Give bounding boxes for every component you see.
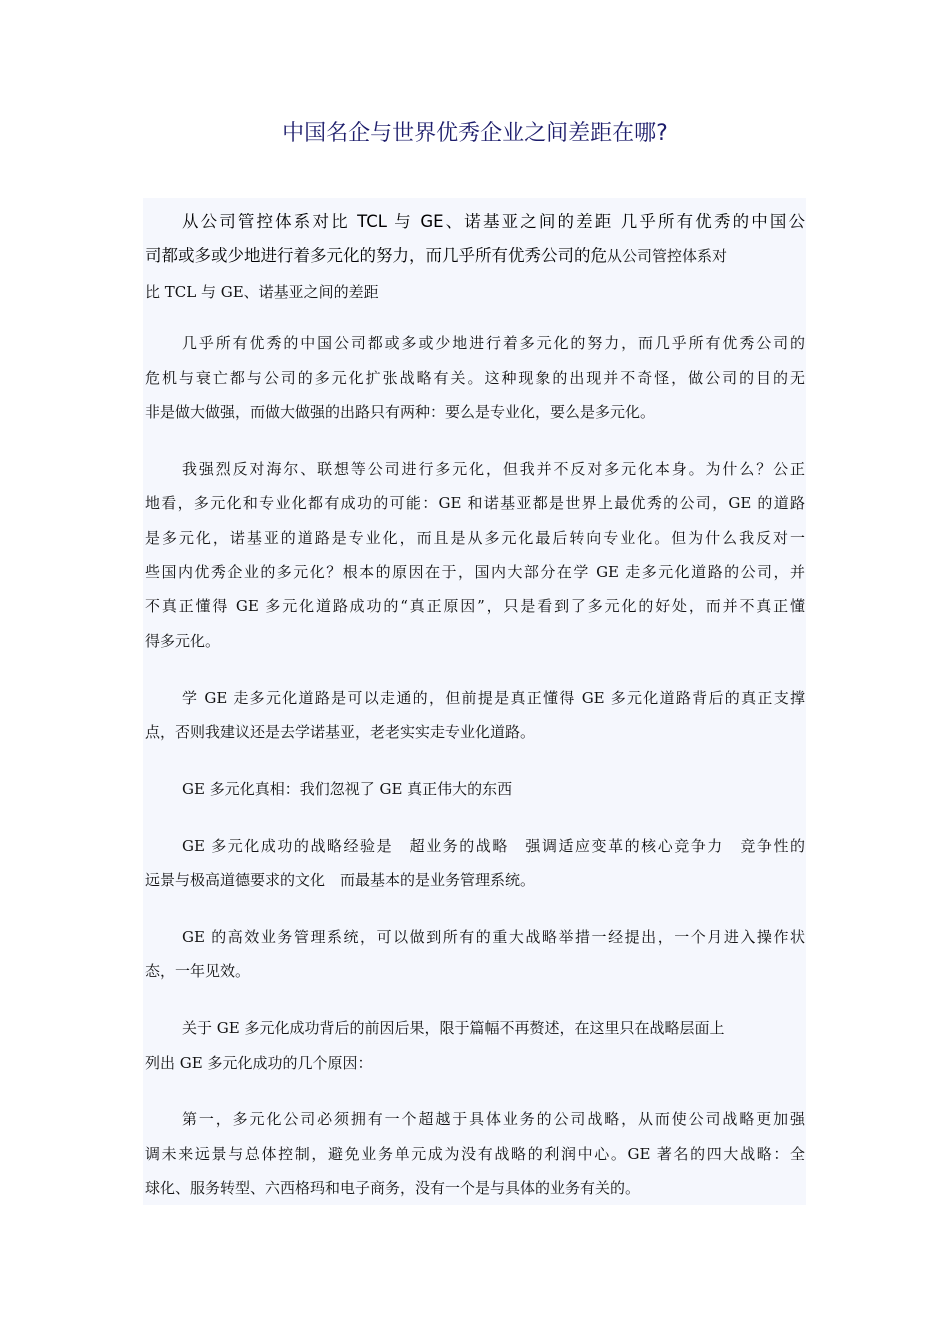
paragraph-line: 地看，多元化和专业化都有成功的可能：GE 和诺基亚都是世界上最优秀的公司，GE 的道路 <box>145 494 805 512</box>
paragraph-line: 列出 GE 多元化成功的几个原因： <box>145 1054 373 1072</box>
paragraph-line: 第一，多元化公司必须拥有一个超越于具体业务的公司战略，从而使公司战略更加强 <box>182 1110 805 1128</box>
paragraph-line: 调未来远景与总体控制，避免业务单元成为没有战略的利润中心。GE 著名的四大战略：全 <box>145 1145 805 1163</box>
paragraph-line: 些国内优秀企业的多元化？根本的原因在于，国内大部分在学 GE 走多元化道路的公司，并 <box>145 563 805 581</box>
paragraph-line: 我强烈反对海尔、联想等公司进行多元化，但我并不反对多元化本身。为什么？公正 <box>182 460 805 478</box>
paragraph-line: 学 GE 走多元化道路是可以走通的，但前提是真正懂得 GE 多元化道路背后的真正支撑 <box>182 689 805 707</box>
paragraph-line: 非是做大做强，而做大做强的出路只有两种：要么是专业化，要么是多元化。 <box>145 403 656 421</box>
paragraph-line: 球化、服务转型、六西格玛和电子商务，没有一个是与具体的业务有关的。 <box>145 1179 641 1197</box>
intro-line <box>145 245 805 267</box>
section-heading: GE 多元化真相：我们忽视了 GE 真正伟大的东西 <box>182 780 513 798</box>
paragraph-line: 点，否则我建议还是去学诺基亚，老老实实走专业化道路。 <box>145 723 536 741</box>
intro-line: 比 TCL 与 GE、诺基亚之间的差距 <box>145 283 379 301</box>
intro-tail-text: 从公司管控体系对 <box>607 247 728 265</box>
paragraph-line: 远景与极高道德要求的文化 而最基本的是业务管理系统。 <box>145 871 536 889</box>
page-title: 中国名企与世界优秀企业之间差距在哪? <box>282 121 668 146</box>
intro-line: 从公司管控体系对比 TCL 与 GE、诺基亚之间的差距 几乎所有优秀的中国公 <box>182 212 805 231</box>
intro-bold-text: 司都或多或少地进行着多元化的努力，而几乎所有优秀公司的危 <box>145 246 607 265</box>
paragraph-line: 关于 GE 多元化成功背后的前因后果，限于篇幅不再赘述，在这里只在战略层面上 <box>182 1019 725 1037</box>
paragraph-line: 态，一年见效。 <box>145 962 251 980</box>
paragraph-line: 危机与衰亡都与公司的多元化扩张战略有关。这种现象的出现并不奇怪，做公司的目的无 <box>145 369 805 387</box>
paragraph-line: GE 多元化成功的战略经验是 超业务的战略 强调适应变革的核心竞争力 竞争性的 <box>182 837 805 855</box>
paragraph-line: 是多元化，诺基亚的道路是专业化，而且是从多元化最后转向专业化。但为什么我反对一 <box>145 529 805 547</box>
paragraph-line: 不真正懂得 GE 多元化道路成功的“真正原因”，只是看到了多元化的好处，而并不真正懂 <box>145 597 805 615</box>
paragraph-line: 几乎所有优秀的中国公司都或多或少地进行着多元化的努力，而几乎所有优秀公司的 <box>182 334 805 352</box>
paragraph-line: GE 的高效业务管理系统，可以做到所有的重大战略举措一经提出，一个月进入操作状 <box>182 928 805 946</box>
paragraph-line: 得多元化。 <box>145 632 221 650</box>
